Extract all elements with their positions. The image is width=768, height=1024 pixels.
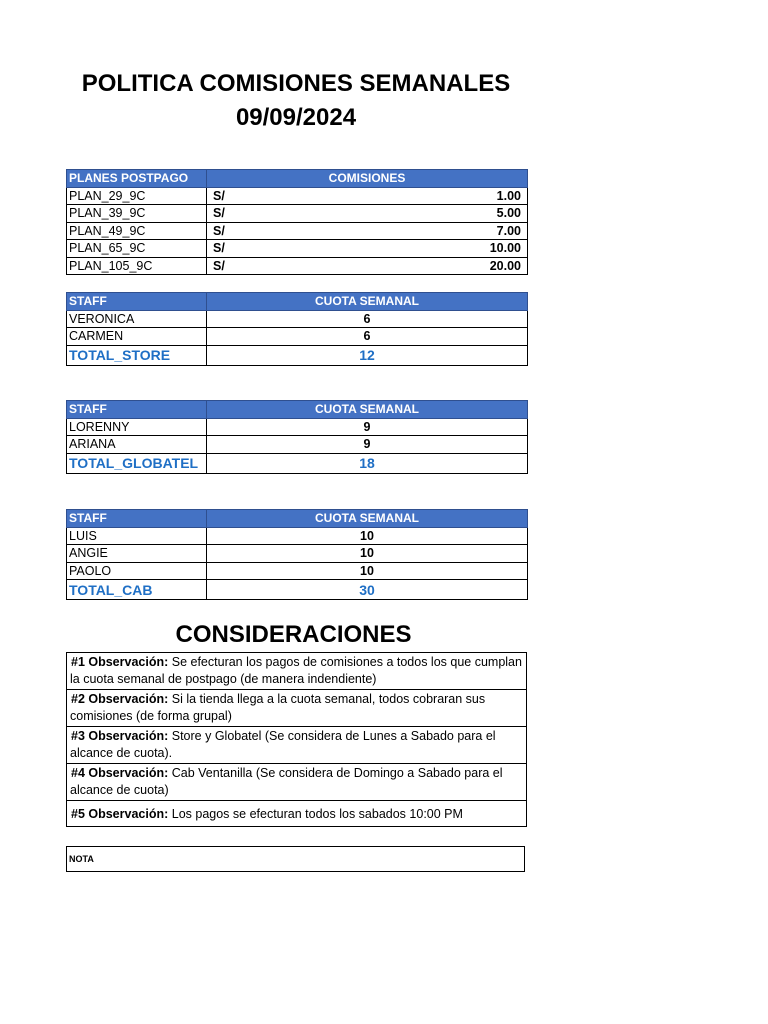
plan-name: PLAN_105_9C xyxy=(67,257,207,275)
table-row xyxy=(67,436,528,454)
column-header-staff: STAFF xyxy=(67,293,207,311)
total-value: 18 xyxy=(207,453,528,473)
observation-key: #2 Observación: xyxy=(71,692,169,706)
staff-quota: 10 xyxy=(207,545,528,563)
table-row xyxy=(67,545,528,563)
table-header-row xyxy=(67,510,528,528)
total-label: TOTAL_CAB xyxy=(67,580,207,600)
table-row xyxy=(67,187,528,205)
commission-cell xyxy=(207,222,528,240)
currency-symbol: S/ xyxy=(213,258,225,273)
staff-name: LORENNY xyxy=(67,418,207,436)
table-header-row xyxy=(67,293,528,311)
currency-symbol: S/ xyxy=(213,241,225,256)
observation-cell xyxy=(67,690,527,727)
table-header-row xyxy=(67,170,528,188)
considerations-table xyxy=(66,652,527,827)
observation-cell xyxy=(67,801,527,827)
observation-key: #1 Observación: xyxy=(71,655,169,669)
total-label: TOTAL_GLOBATEL xyxy=(67,453,207,473)
table-row xyxy=(67,257,528,275)
commission-amount: 1.00 xyxy=(496,188,521,203)
currency-symbol: S/ xyxy=(213,223,225,238)
staff-quota: 6 xyxy=(207,310,528,328)
observation-cell xyxy=(67,727,527,764)
commission-cell xyxy=(207,240,528,258)
commission-cell xyxy=(207,257,528,275)
table-row xyxy=(67,310,528,328)
table-row xyxy=(67,240,528,258)
observation-row xyxy=(67,690,527,727)
observation-row xyxy=(67,801,527,827)
table-row xyxy=(67,418,528,436)
staff-name: VERONICA xyxy=(67,310,207,328)
total-row xyxy=(67,580,528,600)
nota-label: NOTA xyxy=(69,854,94,864)
plan-name: PLAN_39_9C xyxy=(67,205,207,223)
total-row xyxy=(67,453,528,473)
column-header-staff: STAFF xyxy=(67,510,207,528)
table-row xyxy=(67,562,528,580)
commission-amount: 10.00 xyxy=(489,241,521,256)
observation-row xyxy=(67,653,527,690)
table-header-row xyxy=(67,401,528,419)
observation-row xyxy=(67,764,527,801)
observation-text: Se efecturan los pagos de comisiones a todos los que cumplan la cuota semanal de postpago (de manera indendiente) xyxy=(70,655,522,686)
staff-quota: 10 xyxy=(207,562,528,580)
globatel-quota-table xyxy=(66,400,528,474)
page-title: POLITICA COMISIONES SEMANALES xyxy=(81,70,511,97)
table-row xyxy=(67,205,528,223)
observation-cell xyxy=(67,653,527,690)
considerations-title: CONSIDERACIONES xyxy=(175,621,412,648)
table-row xyxy=(67,527,528,545)
plan-name: PLAN_65_9C xyxy=(67,240,207,258)
staff-quota: 9 xyxy=(207,418,528,436)
currency-symbol: S/ xyxy=(213,188,225,203)
observation-key: #4 Observación: xyxy=(71,766,169,780)
staff-name: CARMEN xyxy=(67,328,207,346)
cab-quota-table xyxy=(66,509,528,600)
staff-name: PAOLO xyxy=(67,562,207,580)
column-header-plan: PLANES POSTPAGO xyxy=(67,170,207,188)
staff-name: LUIS xyxy=(67,527,207,545)
commission-amount: 7.00 xyxy=(496,223,521,238)
commission-cell xyxy=(207,187,528,205)
store-quota-table xyxy=(66,292,528,366)
observation-text: Store y Globatel (Se considera de Lunes a Sabado para el alcance de cuota). xyxy=(70,729,496,760)
commission-amount: 5.00 xyxy=(496,206,521,221)
total-value: 30 xyxy=(207,580,528,600)
total-row xyxy=(67,345,528,365)
commission-cell xyxy=(207,205,528,223)
total-label: TOTAL_STORE xyxy=(67,345,207,365)
observation-text: Si la tienda llega a la cuota semanal, todos cobraran sus comisiones (de forma grupal) xyxy=(70,692,486,723)
column-header-quota: CUOTA SEMANAL xyxy=(207,293,528,311)
observation-key: #5 Observación: xyxy=(71,806,169,821)
staff-quota: 6 xyxy=(207,328,528,346)
column-header-staff: STAFF xyxy=(67,401,207,419)
total-value: 12 xyxy=(207,345,528,365)
observation-text: Cab Ventanilla (Se considera de Domingo a Sabado para el alcance de cuota) xyxy=(70,766,503,797)
staff-name: ANGIE xyxy=(67,545,207,563)
table-row xyxy=(67,328,528,346)
nota-box xyxy=(66,846,525,872)
column-header-quota: CUOTA SEMANAL xyxy=(207,401,528,419)
page-date: 09/09/2024 xyxy=(235,104,357,131)
plan-name: PLAN_49_9C xyxy=(67,222,207,240)
table-row xyxy=(67,222,528,240)
currency-symbol: S/ xyxy=(213,206,225,221)
staff-quota: 9 xyxy=(207,436,528,454)
commission-amount: 20.00 xyxy=(489,258,521,273)
plans-commission-table xyxy=(66,169,528,275)
observation-key: #3 Observación: xyxy=(71,729,169,743)
observation-cell xyxy=(67,764,527,801)
column-header-quota: CUOTA SEMANAL xyxy=(207,510,528,528)
observation-text: Los pagos se efecturan todos los sabados 10:00 PM xyxy=(171,806,463,821)
observation-row xyxy=(67,727,527,764)
staff-quota: 10 xyxy=(207,527,528,545)
plan-name: PLAN_29_9C xyxy=(67,187,207,205)
staff-name: ARIANA xyxy=(67,436,207,454)
column-header-commission: COMISIONES xyxy=(207,170,528,188)
